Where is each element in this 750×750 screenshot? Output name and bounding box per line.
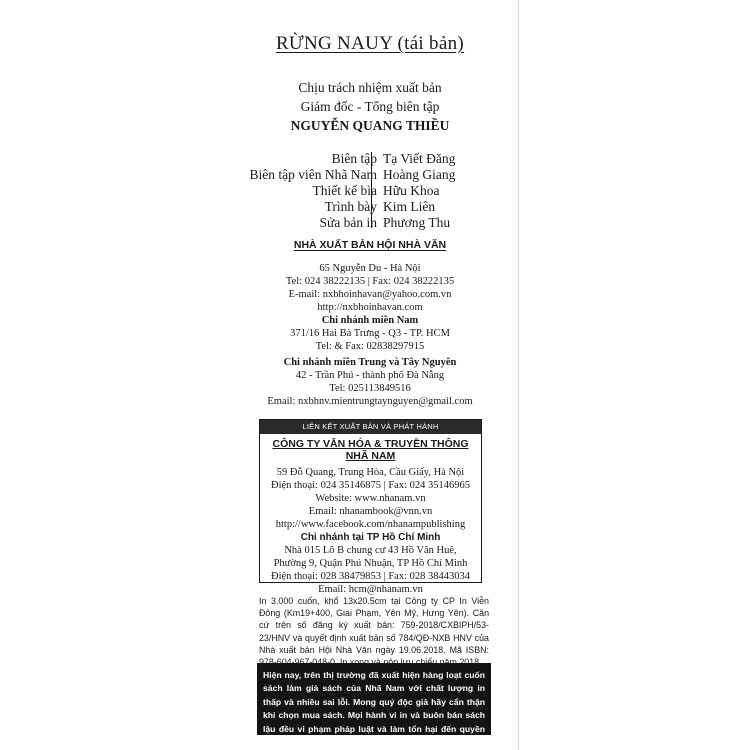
credits-list: [215, 151, 515, 231]
credit-row: [215, 199, 515, 215]
publisher-phone: Tel: 024 38222135 | Fax: 024 38222135: [285, 276, 455, 287]
partner-branch-phone: Điện thoại: 028 38479853 | Fax: 028 38443034: [271, 571, 470, 582]
credit-role: Thiết kế bìa: [312, 183, 377, 198]
publisher-name: NHÀ XUẤT BẢN HỘI NHÀ VĂN: [293, 239, 447, 251]
credit-role: Biên tập: [331, 151, 377, 166]
publisher-address-block: [250, 262, 490, 314]
credit-row: [215, 215, 515, 231]
credit-name: Tạ Viết Đăng: [383, 151, 456, 166]
partner-box: [259, 419, 482, 595]
book-title: RỪNG NAUY (tái bản): [275, 33, 465, 54]
partner-company-name: CÔNG TY VĂN HÓA & TRUYỀN THÔNG NHÃ NAM: [272, 438, 469, 462]
publisher-address: 65 Nguyễn Du - Hà Nội: [319, 263, 421, 274]
credit-name: Kim Liên: [383, 199, 436, 214]
central-branch-block: [250, 356, 490, 408]
responsibility-line-1: Chịu trách nhiệm xuất bản: [298, 80, 442, 95]
partner-branch-email: Email: hcm@nhanam.vn: [318, 584, 423, 595]
partner-box-header: LIÊN KẾT XUẤT BẢN VÀ PHÁT HÀNH: [260, 420, 481, 434]
credit-row: [215, 167, 515, 183]
partner-details: [260, 466, 481, 596]
central-branch-title: Chi nhánh miền Trung và Tây Nguyên: [283, 357, 457, 368]
central-branch-address: 42 - Trần Phú - thành phố Đà Nẵng: [295, 370, 445, 381]
south-branch-address: 371/16 Hai Bà Trưng - Q3 - TP. HCM: [290, 328, 450, 339]
partner-facebook: http://www.facebook.com/nhanampublishing: [275, 519, 466, 530]
credit-role: Sửa bản in: [319, 215, 377, 230]
partner-phone: Điện thoại: 024 35146875 | Fax: 024 35146965: [271, 480, 470, 491]
partner-branch-title: Chi nhánh tại TP Hồ Chí Minh: [300, 532, 441, 543]
publisher-website: http://nxbhoinhavan.com: [317, 302, 423, 313]
south-branch-phone: Tel: & Fax: 02838297915: [315, 341, 425, 352]
partner-address: 59 Đỗ Quang, Trung Hòa, Cầu Giấy, Hà Nội: [276, 467, 465, 478]
credit-role: Biên tập viên Nhã Nam: [249, 167, 377, 182]
counterfeit-warning: Hiện nay, trên thị trường đã xuất hiện hàng loạt cuốn sách làm giả sách của Nhã Nam với chất lượng in thấp và nhiều sai lỗi. Mong quý độc giả hãy cẩn thận khi chọn mua sách. Mọi hành vi in và buôn bán sách lậu đều vi phạm pháp luật và làm tổn hại đến quyền lợi của tác giả và nhà xuất bản.: [257, 663, 491, 735]
credit-name: Hữu Khoa: [383, 183, 440, 198]
partner-branch-address-2: Phường 9, Quận Phú Nhuận, TP Hồ Chí Minh: [273, 558, 468, 569]
credit-name: Hoàng Giang: [383, 167, 456, 182]
credit-row: [215, 183, 515, 199]
printing-note: In 3.000 cuốn, khổ 13x20.5cm tại Công ty CP In Viễn Đông (Km19+400, Giai Phạm, Yên Mỹ, Hưng Yên). Căn cứ trên số đăng ký xuất bản: 759-2018/CXBIPH/53-23/HNV và quyết định xuất bản số 784/QĐ-NXB HNV của Nhà xuất bản Hội Nhà Văn ngày 19.06.2018. Mã ISBN:: [259, 596, 489, 655]
credit-name: Phương Thu: [383, 215, 451, 230]
credit-row: [215, 151, 515, 167]
publisher-email: E-mail: nxbhoinhavan@yahoo.com.vn: [288, 289, 452, 300]
director-name: NGUYỄN QUANG THIỀU: [290, 118, 450, 133]
partner-email: Email: nhanambook@vnn.vn: [308, 506, 433, 517]
central-branch-phone: Tel: 025113849516: [329, 383, 411, 394]
partner-website: Website: www.nhanam.vn: [315, 493, 426, 504]
south-branch-title: Chi nhánh miền Nam: [321, 315, 419, 326]
credit-role: Trình bày: [324, 199, 377, 214]
south-branch-block: [250, 314, 490, 353]
partner-branch-address-1: Nhà 015 Lô B chung cư 43 Hồ Văn Huê,: [284, 545, 457, 556]
responsibility-line-2: Giám đốc - Tổng biên tập: [300, 99, 440, 114]
central-branch-email: Email: nxbhnv.mientrungtaynguyen@gmail.com: [267, 396, 473, 407]
